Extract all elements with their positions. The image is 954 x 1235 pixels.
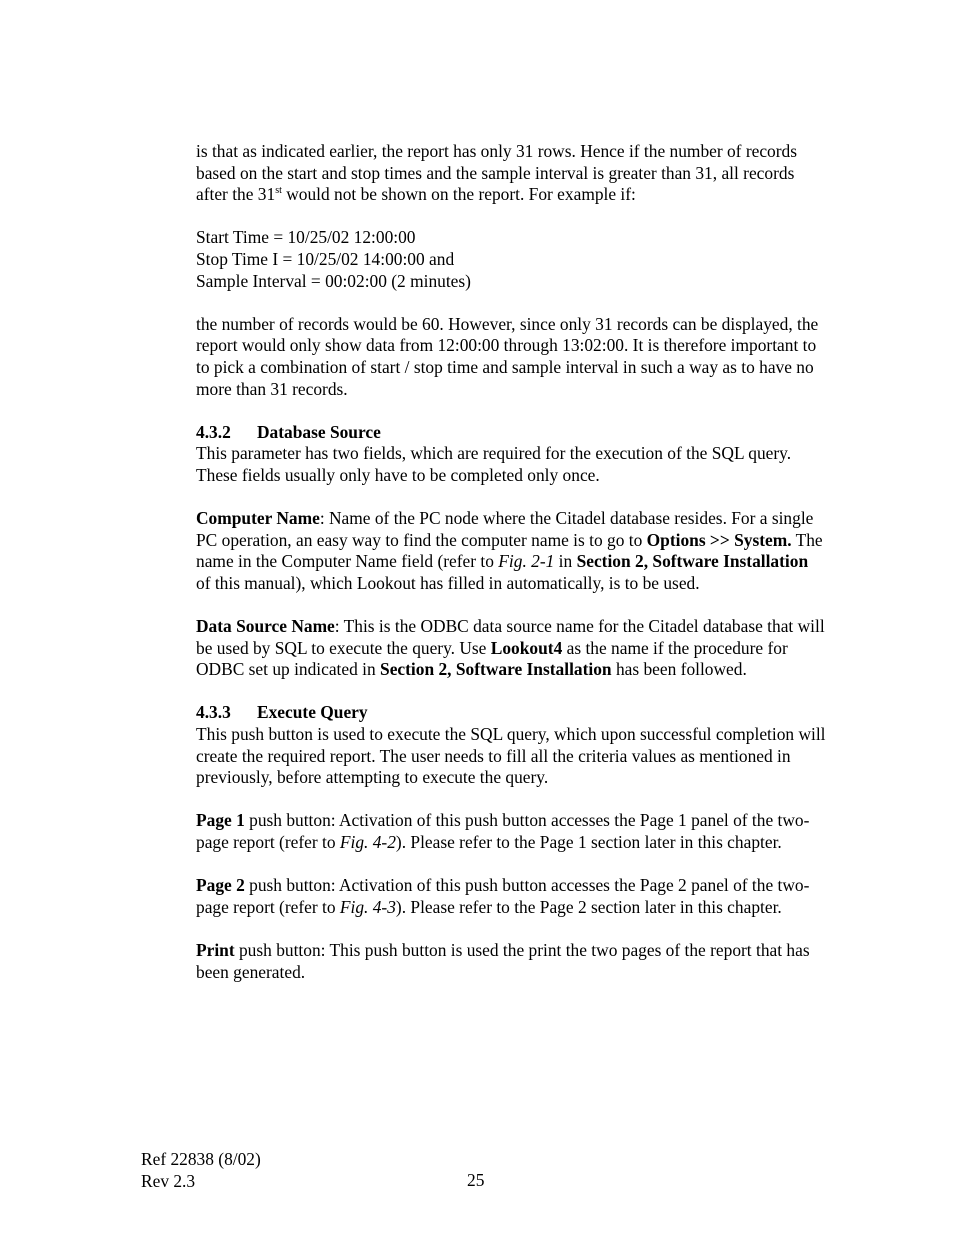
section-reference: Section 2, Software Installation	[576, 551, 809, 572]
term-print: Print	[196, 939, 235, 960]
term-page-1: Page 1	[196, 810, 245, 831]
page2-text: ). Please refer to the Page 2 section later in this chapter.	[395, 896, 782, 917]
figure-reference: Fig. 2-1	[498, 551, 555, 572]
page-body	[196, 141, 826, 983]
section-title: Execute Query	[257, 702, 368, 723]
example-start-time: Start Time = 10/25/02 12:00:00	[196, 227, 416, 248]
section-reference: Section 2, Software Installation	[380, 659, 612, 680]
page-number: 25	[467, 1170, 485, 1190]
footer-ref: Ref 22838 (8/02)	[141, 1149, 261, 1169]
term-data-source-name: Data Source Name	[196, 616, 335, 637]
superscript-st: st	[275, 185, 282, 197]
lookout4-name: Lookout4	[490, 637, 563, 658]
computer-name-text: in	[554, 551, 577, 572]
section-number: 4.3.3	[196, 702, 231, 723]
page2-paragraph	[196, 875, 826, 918]
execute-query-paragraph: This push button is used to execute the SQL query, which upon successful completion will create the required report. The user needs to fill all the criteria values as mentioned in previously, before attempting to execute the query.	[196, 724, 826, 788]
print-text: push button: This push button is used the print the two pages of the report that has been generated.	[196, 939, 810, 982]
term-page-2: Page 2	[196, 875, 245, 896]
data-source-text: : This is the ODBC data source name for the Citadel database that will be used by SQL to execute the query. Use	[196, 616, 825, 658]
figure-reference: Fig. 4-3	[339, 896, 396, 917]
data-source-text: has been followed.	[611, 659, 747, 680]
example-sample-interval: Sample Interval = 00:02:00 (2 minutes)	[196, 270, 471, 291]
computer-name-text: of this manual), which Lookout has filled in automatically, is to be used.	[196, 572, 700, 593]
section-heading-4-3-3	[196, 702, 826, 724]
intro-text-end: would not be shown on the report. For example if:	[281, 184, 636, 205]
section-heading-4-3-2	[196, 422, 826, 444]
computer-name-text: The name in the Computer Name field (refer to	[196, 529, 823, 572]
database-source-paragraph: This parameter has two fields, which are required for the execution of the SQL query. These fields usually only have to be completed only once.	[196, 443, 792, 485]
page2-text: push button: Activation of this push button accesses the Page 2 panel of the two-page report (refer to	[196, 875, 810, 917]
data-source-text: as the name if the procedure for ODBC set up indicated in	[196, 637, 788, 680]
computer-name-paragraph	[196, 508, 826, 594]
menu-path-options-system: Options >> System.	[646, 529, 792, 550]
data-source-name-paragraph	[196, 616, 826, 681]
section-title: Database Source	[257, 421, 381, 442]
page1-paragraph	[196, 810, 826, 853]
section-number: 4.3.2	[196, 421, 231, 442]
page1-text: ). Please refer to the Page 1 section later in this chapter.	[395, 832, 782, 852]
example-stop-time: Stop Time I = 10/25/02 14:00:00 and	[196, 248, 455, 269]
figure-reference: Fig. 4-2	[339, 832, 396, 852]
intro-text: is that as indicated earlier, the report has only 31 rows. Hence if the number of records based on the start and stop times and the sample interval is greater than 31, all records after the 31	[196, 141, 798, 205]
footer-rev: Rev 2.3	[141, 1170, 196, 1191]
records-paragraph: the number of records would be 60. However, since only 31 records can be displayed, the report would only show data from 12:00:00 through 13:02:00. It is therefore important to to pick a combination of start / stop time and sample interval in such a way as to have no more than 31 records.	[196, 313, 819, 399]
computer-name-text: : Name of the PC node where the Citadel database resides. For a single PC operation, an easy way to find the computer name is to go to	[196, 508, 814, 550]
print-paragraph	[196, 940, 826, 983]
term-computer-name: Computer Name	[196, 508, 320, 529]
page1-text: push button: Activation of this push button accesses the Page 1 panel of the two-page report (refer to	[196, 810, 810, 852]
intro-paragraph	[196, 141, 826, 206]
footer-document-info	[141, 1149, 261, 1192]
